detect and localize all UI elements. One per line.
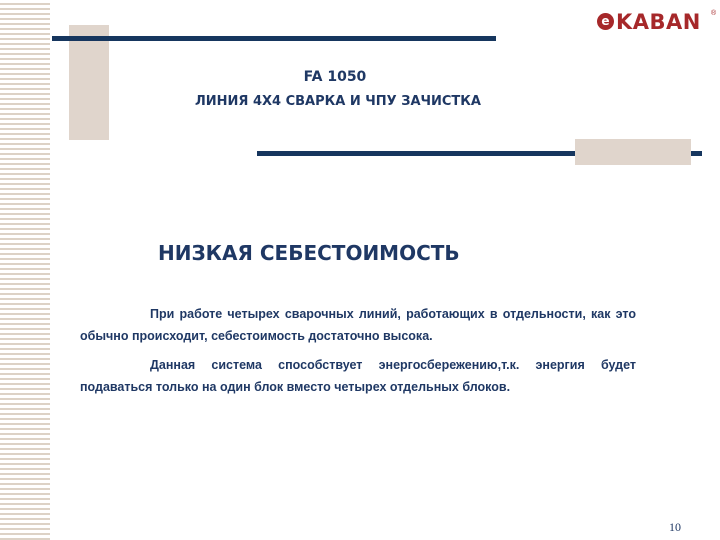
page-number: 10 [669, 520, 681, 534]
section-heading: НИЗКАЯ СЕБЕСТОИМОСТЬ [158, 241, 460, 265]
body-paragraph-text: Данная система способствует энергосбережению,т.к. энергия будет подаваться только на один блок вместо четырех отдельных блоков. [80, 358, 636, 394]
body-paragraph [80, 354, 636, 398]
registered-mark: ® [711, 10, 717, 17]
kaban-logo-text: KABAN [616, 10, 701, 34]
body-paragraph [80, 303, 636, 347]
decorative-bar-top [52, 36, 496, 41]
body-paragraph-text: При работе четырех сварочных линий, работающих в отдельности, как это обычно происходит, себестоимость достаточно высока. [80, 307, 636, 343]
kaban-logo-icon: e [597, 13, 614, 30]
decorative-block-right [575, 139, 691, 165]
kaban-logo [597, 10, 717, 36]
model-title: FA 1050 [303, 69, 367, 85]
line-subtitle: ЛИНИЯ 4X4 СВАРКА И ЧПУ ЗАЧИСТКА [195, 94, 481, 109]
